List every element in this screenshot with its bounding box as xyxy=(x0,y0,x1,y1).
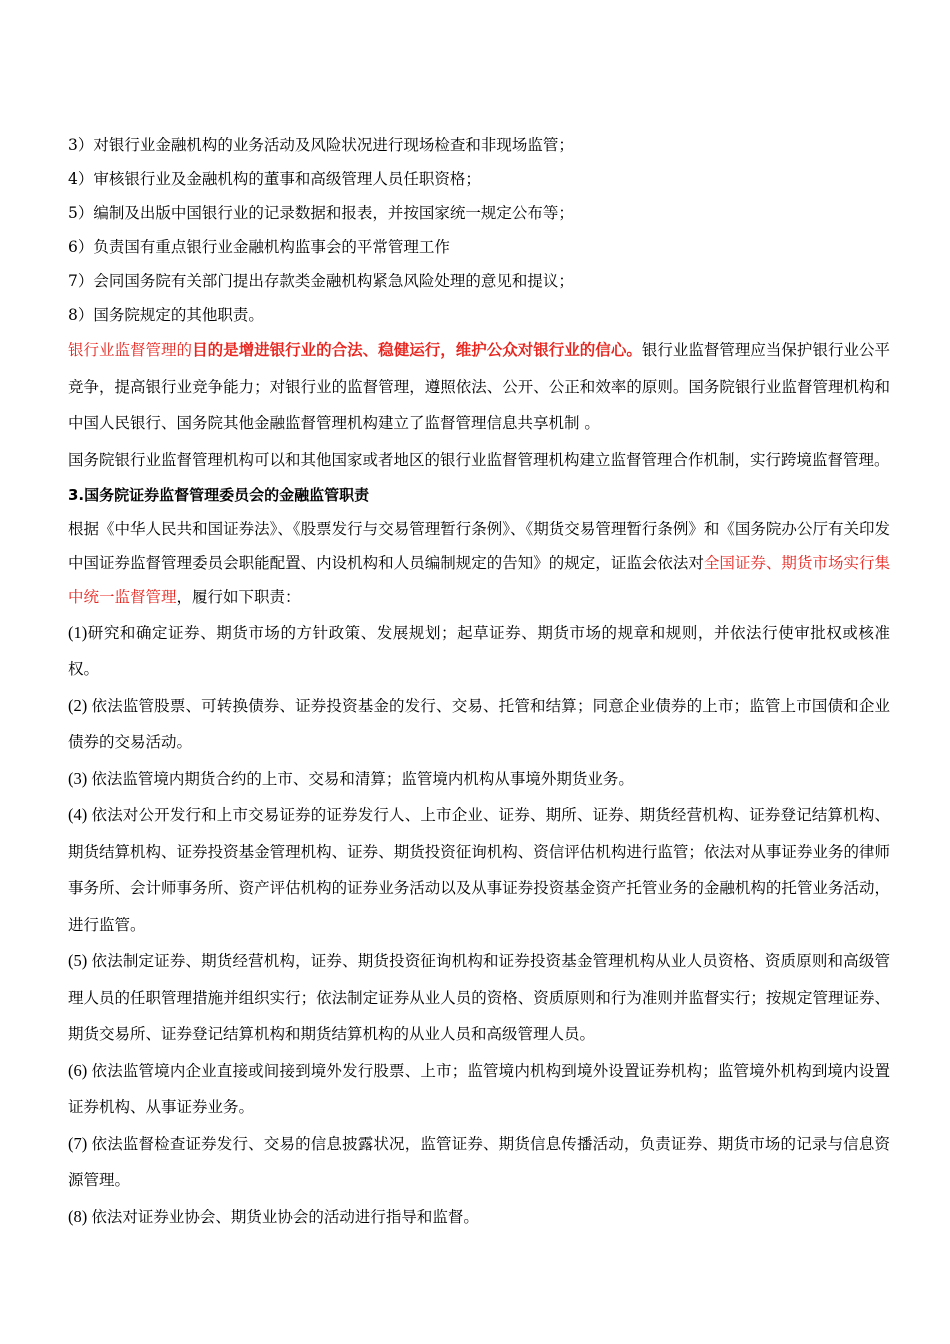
purpose-paragraph xyxy=(68,332,890,442)
duty-text: 依法监管境内企业直接或间接到境外发行股票、上市；监管境内机构到境外设置证券机构；监管境外机构到境内设置证券机构、从事证券业务。 xyxy=(68,1061,890,1117)
duty-number: (2) xyxy=(68,695,92,715)
list-item: 4）审核银行业及金融机构的董事和高级管理人员任职资格； xyxy=(68,170,481,188)
duty-text: 依法对公开发行和上市交易证券的证券发行人、上市企业、证券、期所、证券、期货经营机构、证券登记结算机构、期货结算机构、证券投资基金管理机构、证券、期货投资征询机构、资信评估机构进行监管；依法对从事证券业务的律师事务所、会计师事务所、资产评估机构的证券业务活动以及从事证券投资基金资产托管业务的金融机构的托管业务活动，进行监管。 xyxy=(68,806,890,934)
duty-item xyxy=(68,1053,890,1126)
purpose-red-lead: 银行业监督管理的 xyxy=(68,341,193,359)
list-item: 3）对银行业金融机构的业务活动及风险状况进行现场检查和非现场监管； xyxy=(68,136,574,154)
intro-before: 根据《中华人民共和国证券法》、《股票发行与交易管理暂行条例》、《期货交易管理暂行条例》和《国务院办公厅有关印发中国证券监督管理委员会职能配置、内设机构和人员编制规定的告知》的规定，证监会依法对 xyxy=(68,520,890,573)
intro-after: ，履行如下职责： xyxy=(176,588,301,607)
section-heading: 3.国务院证券监督管理委员会的金融监管职责 xyxy=(68,486,370,504)
duty-text: 依法对证券业协会、期货业协会的活动进行指导和监督。 xyxy=(91,1207,479,1226)
intro-red: 全国证券、期货市场实行集中统一监督管理 xyxy=(68,554,890,607)
duty-item xyxy=(68,615,890,688)
duty-number: (8) xyxy=(68,1206,92,1226)
purpose-rest: 银行业监督管理应当保护银行业公平竞争，提高银行业竞争能力；对银行业的监督管理，遵照依法、公开、公正和效率的原则。国务院银行业监督管理机构和中国人民银行、国务院其他金融监督管理机构建立了监督管理信息共享机制 。 xyxy=(68,341,890,432)
duty-item xyxy=(68,1126,890,1199)
duty-text: 依法监管境内期货合约的上市、交易和清算；监管境内机构从事境外期货业务。 xyxy=(91,769,634,788)
list-item: 5）编制及出版中国银行业的记录数据和报表，并按国家统一规定公布等； xyxy=(68,204,574,222)
list-item: 6）负责国有重点银行业金融机构监事会的平常管理工作 xyxy=(68,238,450,256)
duty-item xyxy=(68,761,890,798)
duty-text: 依法制定证券、期货经营机构，证券、期货投资征询机构和证券投资基金管理机构从业人员资格、资质原则和高级管理人员的任职管理措施并组织实行；依法制定证券从业人员的资格、资质原则和行为准则并监督实行；按规定管理证券、期货交易所、证券登记结算机构和期货结算机构的从业人员和高级管理人员。 xyxy=(68,952,890,1044)
intro-paragraph xyxy=(68,512,890,615)
list-item: 7）会同国务院有关部门提出存款类金融机构紧急风险处理的意见和提议； xyxy=(68,272,574,290)
duty-text: 依法监督检查证券发行、交易的信息披露状况，监管证券、期货信息传播活动，负责证券、期货市场的记录与信息资源管理。 xyxy=(68,1134,890,1190)
duty-text: 研究和确定证券、期货市场的方针政策、发展规划；起草证券、期货市场的规章和规则，并依法行使审批权或核准权。 xyxy=(68,623,890,679)
list-item: 8）国务院规定的其他职责。 xyxy=(68,306,264,324)
cross-border-paragraph: 国务院银行业监督管理机构可以和其他国家或者地区的银行业监督管理机构建立监督管理合作机制，实行跨境监督管理。 xyxy=(68,450,890,469)
duty-number: (3) xyxy=(68,768,92,788)
duty-item xyxy=(68,797,890,943)
duty-number: (4) xyxy=(68,805,92,825)
duty-item xyxy=(68,1199,890,1236)
duty-text: 依法监管股票、可转换债券、证券投资基金的发行、交易、托管和结算；同意企业债券的上市；监管上市国债和企业债券的交易活动。 xyxy=(68,696,890,752)
duty-number: (1) xyxy=(68,622,88,642)
document-page xyxy=(68,128,890,1235)
purpose-red-bold: 目的是增进银行业的合法、稳健运行，维护公众对银行业的信心。 xyxy=(192,340,642,359)
duty-number: (7) xyxy=(68,1133,92,1153)
duty-item xyxy=(68,943,890,1053)
duty-number: (5) xyxy=(68,951,92,971)
duty-number: (6) xyxy=(68,1060,92,1080)
duty-item xyxy=(68,688,890,761)
